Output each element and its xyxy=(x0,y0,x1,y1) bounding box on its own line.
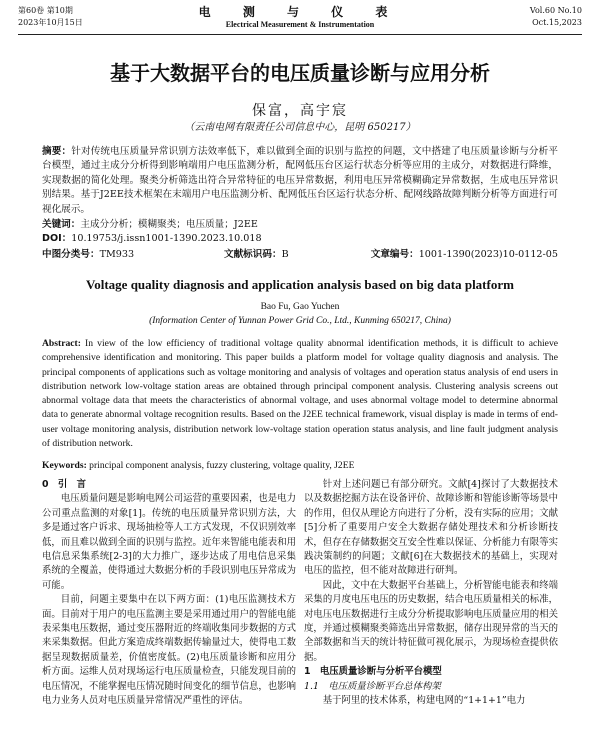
abstract-cn-label: 摘要： xyxy=(42,146,72,157)
abstract-en-label: Abstract: xyxy=(42,338,81,349)
article-group xyxy=(371,246,558,260)
paragraph: 电压质量问题是影响电网公司运营的重要因素，也是电力公司重点监测的对象[1]。传统的电压质量异常识别方法，大多是通过客户诉求、现场抽检等人工方式发现，不仅识别效率低，而且难以做到全面的识别与监控。近年来智能电能表和用电信息采集系统[2-3]的大力推广，逐步达成了用电信息采集系统的全覆盖，使得通过大数据分析的手段识别电压异常成为可能。 xyxy=(42,493,296,591)
paragraph: 目前，问题主要集中在以下两方面：(1)电压监测技术方面。目前对于用户的电压监测主要是采用通过用户的智能电能表采集电压数据，通过变压器附近的终端收集同步数据的方式来采集数据。但此方案造成终端数据传输量过大，使得电工数据呈现数据质量差，价值密度低。(2)电压质量诊断和应用分析方面。运维人员对现场运行电压质量检查，只能发现目前的电压情况，不能掌握电压情况随时间变化的细节信息，也影响电力业务人员对电压质量异常情况严重性的评估。 xyxy=(42,594,296,707)
classification-line xyxy=(42,246,558,260)
date-en: Oct.15,2023 xyxy=(532,18,582,27)
keywords-en-text: principal component analysis, fuzzy clustering, voltage quality, J2EE xyxy=(89,460,355,471)
clc-label: 中图分类号： xyxy=(42,249,100,260)
clc-group xyxy=(42,246,134,260)
authors-cn: 保富，高宇宸 xyxy=(252,103,348,119)
journal-name-en: Electrical Measurement & Instrumentation xyxy=(225,20,375,29)
title-en: Voltage quality diagnosis and application analysis based on big data platform xyxy=(86,277,514,292)
paragraph: 基于阿里的技术体系，构建电网的“1+1+1”电力 xyxy=(322,695,526,707)
volume-issue: 第60卷 第10期 xyxy=(18,6,73,15)
abstract-en-text: In view of the low efficiency of traditional voltage quality abnormal identification methods, it is difficult to achieve comprehensive identification and monitoring. This paper builds a platform model for voltage quality diagnosis and analysis. The principal components of applications such as voltage monitoring and analysis of voltages and operation status analysis of end users in distribution network low-voltage station areas are obtained through principal component analysis. Clustering analysis screens out abnormal voltage data that meets the characteristics of abnormal voltage, and uses abnormal voltage model to determine abnormal data to generate abnormal voltage recognition results. Based on the J2EE technical framework, visual display is made in terms of end-user voltage monitoring analysis, distribution network low-voltage station operation status analysis, and line fault judgment analysis of distribution network. xyxy=(42,338,558,450)
paragraph: 针对上述问题已有部分研究。文献[4]探讨了大数据技术以及数据挖掘方法在设备评价、故障诊断和智能诊断等场景中的作用，但仅从理论方向进行了分析，没有实际的应用；文献[5]分析了重要用户安全大数据存储处理技术和分析诊断技术，但存在存储数据交互安全性难以保证、分析能力有限等实践决策制约的问题；文献[6]在大数据技术的基础上，实现对电压的监控，但不能对故障进行研判。 xyxy=(304,479,558,577)
keywords-cn xyxy=(42,218,558,232)
journal-name xyxy=(18,5,582,30)
date-cn: 2023年10月15日 xyxy=(18,18,83,27)
volume-en: Vol.60 No.10 xyxy=(529,6,582,15)
journal-name-cn: 电 测 与 仪 表 xyxy=(198,5,402,19)
section-heading-introduction: 0 引 言 xyxy=(42,479,87,490)
article-label: 文章编号： xyxy=(370,249,419,260)
subsection-heading-1-1: 1.1 电压质量诊断平台总体构架 xyxy=(304,680,441,692)
affiliation-cn: （云南电网有限责任公司信息中心，昆明 650217） xyxy=(184,122,416,133)
section-heading-1: 1 电压质量诊断与分析平台模型 xyxy=(304,666,442,678)
doc-group xyxy=(224,246,289,260)
body-column-left xyxy=(42,478,296,709)
running-header xyxy=(18,5,582,35)
doi-label: DOI： xyxy=(42,233,72,244)
article-value: 1001-1390(2023)10-0112-05 xyxy=(418,249,558,260)
abstract-en xyxy=(42,337,558,451)
header-rule xyxy=(18,34,582,35)
keywords-cn-label: 关键词： xyxy=(42,219,81,230)
affiliation-en: (Information Center of Yunnan Power Grid Co., Ltd., Kunming 650217, China) xyxy=(149,316,451,326)
doc-value: B xyxy=(281,249,289,260)
title-cn: 基于大数据平台的电压质量诊断与应用分析 xyxy=(110,61,490,85)
keywords-cn-text: 主成分分析；模糊聚类；电压质量；J2EE xyxy=(80,219,258,230)
keywords-en xyxy=(42,459,558,473)
header-right xyxy=(530,5,582,29)
abstract-cn-text: 针对传统电压质量异常识别方法效率低下，难以做到全面的识别与监控的问题，文中搭建了电压质量诊断与分析平台模型，通过主成分分析得到影响端用户电压监测分析，配网低压台区运行状态分析等应用的主成分，对数据进行降维，实现数据的简化处理。聚类分析筛选出符合异常特征的电压异常数据，利用电压异常模糊确定异常数据，生成电压异常识别结果。基于J2EE技术框架在末端用户电压监测分析、配网低压台区运行状态分析、配网线路故障判断分析等方面进行可视化展示。 xyxy=(42,146,559,215)
abstract-cn xyxy=(42,145,558,217)
clc-value: TM933 xyxy=(99,249,135,260)
doi-text: 10.19753/j.issn1001-1390.2023.10.018 xyxy=(71,233,262,244)
authors-en: Bao Fu, Gao Yuchen xyxy=(260,302,340,312)
keywords-en-label: Keywords: xyxy=(42,460,87,471)
doc-label: 文献标识码： xyxy=(224,249,282,260)
doi xyxy=(42,232,558,246)
body-column-right xyxy=(304,478,558,709)
paragraph: 因此，文中在大数据平台基础上，分析智能电能表和终端采集的月度电压电压的历史数据，结合电压质量相关的标准，对电压电压数据进行主成分分析提取影响电压质量应用的相关度，并通过模糊聚类筛选出异常数据，储存出现异常的当天的全部数据和当天的统计特征做可视化展示，为现场检查提供依据。 xyxy=(304,579,558,663)
